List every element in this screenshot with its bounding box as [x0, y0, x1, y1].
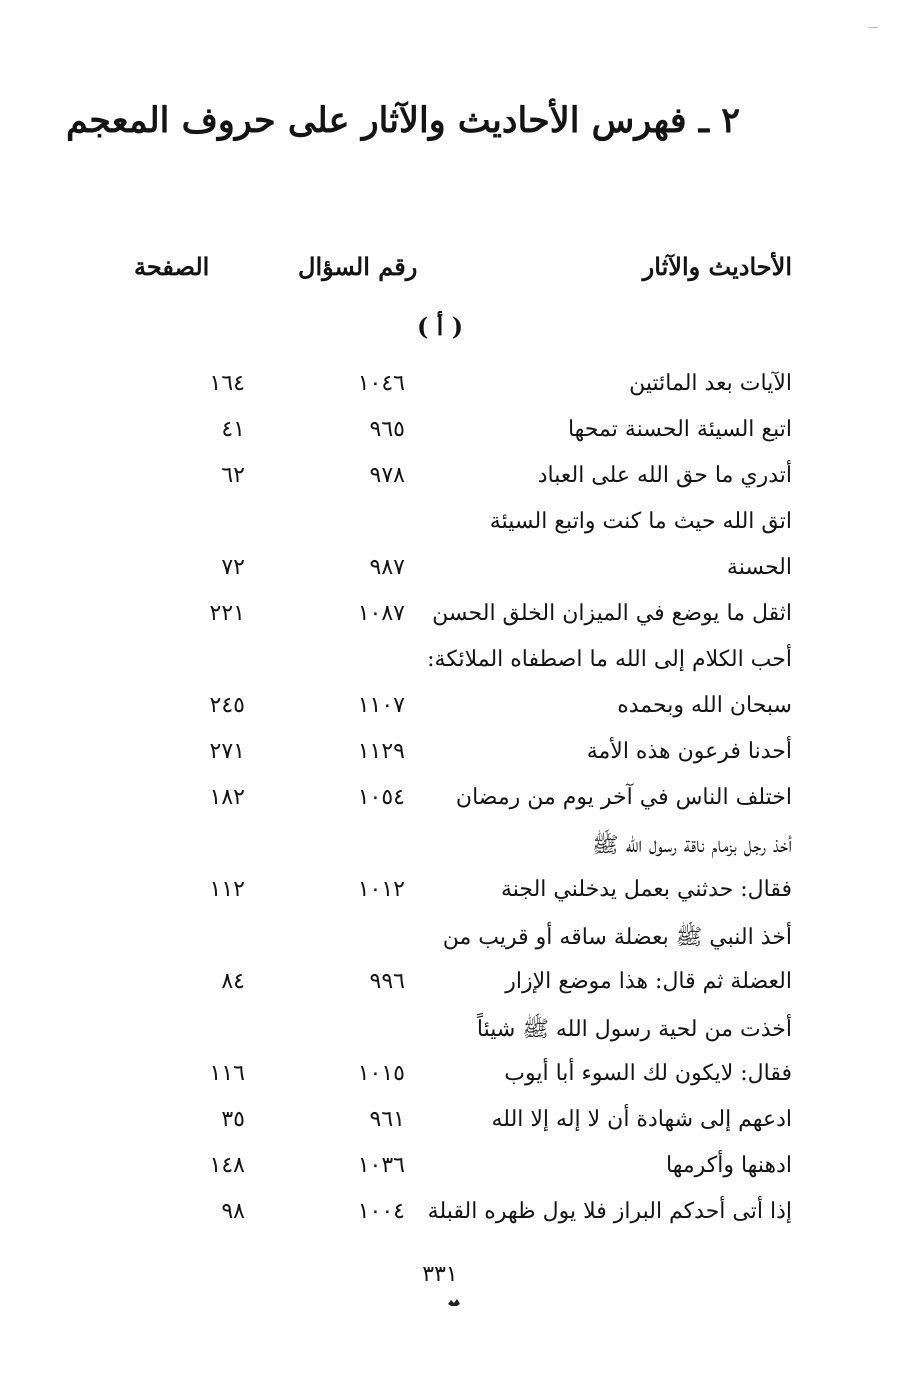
hadith-text: أخذت من لحية رسول الله ﷺ شيئاً [476, 1017, 792, 1042]
question-number: ١٠٣٦ [357, 1153, 405, 1178]
question-number: ١٠١٥ [357, 1061, 405, 1086]
page-ref: ١١٢ [209, 877, 245, 902]
hadith-text: أتدري ما حق الله على العباد [537, 463, 792, 488]
page-ref: ٢٧١ [209, 739, 245, 764]
index-row [0, 779, 924, 825]
index-row [0, 1147, 924, 1193]
index-entries [0, 365, 924, 1239]
question-number: ١٠٤٦ [357, 371, 405, 396]
index-row [0, 365, 924, 411]
hadith-text: سبحان الله وبحمده [617, 693, 792, 718]
section-letter: ( أ ) [416, 312, 464, 341]
ornament-icon [447, 1297, 461, 1307]
page-ref: ٨٤ [221, 969, 245, 994]
index-row [0, 549, 924, 595]
page-ref: ٢٢١ [209, 601, 245, 626]
index-row [0, 917, 924, 963]
page-ref: ٩٨ [221, 1199, 245, 1224]
scan-speck [868, 27, 878, 28]
index-row [0, 963, 924, 1009]
page-ref: ٢٤٥ [209, 693, 245, 718]
hadith-text: العضلة ثم قال: هذا موضع الإزار [505, 969, 792, 994]
question-number: ١٠١٢ [357, 877, 405, 902]
index-row [0, 641, 924, 687]
hadith-text: فقال: لايكون لك السوء أبا أيوب [504, 1061, 792, 1086]
index-row [0, 1055, 924, 1101]
page-ref: ١٦٤ [209, 371, 245, 396]
index-row [0, 733, 924, 779]
hadith-text: أخذ النبي ﷺ بعضلة ساقه أو قريب من [442, 925, 792, 950]
index-row [0, 595, 924, 641]
hadith-text: فقال: حدثني بعمل يدخلني الجنة [500, 877, 792, 902]
page-number: ٣٣١ [422, 1262, 458, 1287]
hadith-text: أحب الكلام إلى الله ما اصطفاه الملائكة: [427, 647, 792, 672]
question-number: ١١٢٩ [357, 739, 405, 764]
question-number: ٩٧٨ [369, 463, 405, 488]
index-row [0, 457, 924, 503]
question-number: ٩٩٦ [369, 969, 405, 994]
question-number: ٩٨٧ [369, 555, 405, 580]
column-header-hadith: الأحاديث والآثار [642, 252, 792, 281]
question-number: ٩٦٥ [369, 417, 405, 442]
question-number: ٩٦١ [369, 1107, 405, 1132]
column-header-question-number: رقم السؤال [298, 252, 418, 281]
hadith-text: ادهنها وأكرمها [666, 1153, 792, 1178]
page-ref: ٣٥ [221, 1107, 245, 1132]
question-number: ١٠٨٧ [357, 601, 405, 626]
index-row [0, 1193, 924, 1239]
page-ref: ١٤٨ [209, 1153, 245, 1178]
hadith-text: اثقل ما يوضع في الميزان الخلق الحسن [432, 601, 792, 626]
page-ref: ٦٢ [221, 463, 245, 488]
hadith-text: إذا أتى أحدكم البراز فلا يول ظهره القبلة [427, 1199, 792, 1224]
hadith-text: الحسنة [726, 555, 792, 580]
hadith-text: اتبع السيئة الحسنة تمحها [567, 417, 792, 442]
page-ref: ٤١ [221, 417, 245, 442]
index-row [0, 1009, 924, 1055]
question-number: ١٠٠٤ [357, 1199, 405, 1224]
page-ref: ٧٢ [221, 555, 245, 580]
page-title: ٢ ـ فهرس الأحاديث والآثار على حروف المعجم [65, 100, 740, 141]
index-row [0, 871, 924, 917]
hadith-text: اختلف الناس في آخر يوم من رمضان [455, 785, 792, 810]
index-row [0, 825, 924, 871]
page-ref: ١١٦ [209, 1061, 245, 1086]
column-header-page: الصفحة [134, 252, 210, 281]
index-row [0, 1101, 924, 1147]
hadith-text: أخذ رجل بزمام ناقة رسول الله ﷺ [592, 833, 792, 858]
question-number: ١١٠٧ [357, 693, 405, 718]
page-ref: ١٨٢ [209, 785, 245, 810]
question-number: ١٠٥٤ [357, 785, 405, 810]
hadith-text: ادعهم إلى شهادة أن لا إله إلا الله [491, 1107, 792, 1132]
index-row [0, 503, 924, 549]
hadith-text: الآيات بعد المائتين [629, 371, 792, 396]
hadith-text: أحدنا فرعون هذه الأمة [586, 739, 792, 764]
hadith-text: اتق الله حيث ما كنت واتبع السيئة [489, 509, 792, 534]
index-row [0, 411, 924, 457]
index-row [0, 687, 924, 733]
